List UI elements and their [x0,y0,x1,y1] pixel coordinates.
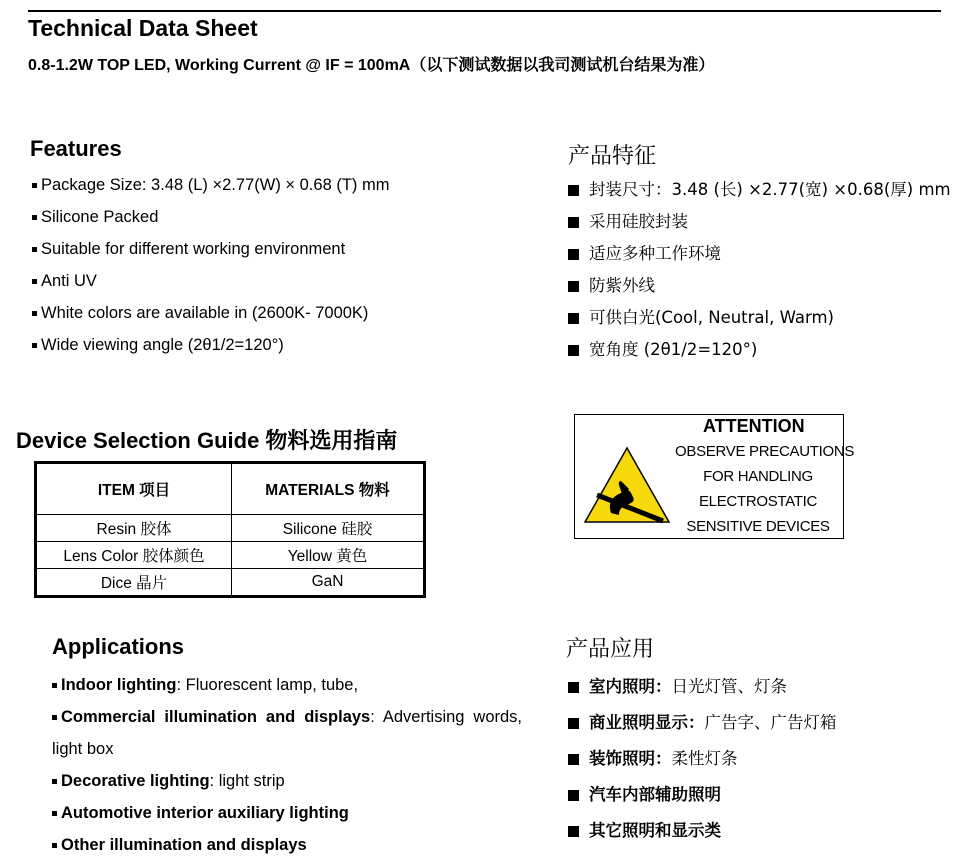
list-item: 可供白光(Cool, Neutral, Warm) [568,302,951,334]
doc-title: Technical Data Sheet [28,15,258,41]
attention-line: SENSITIVE DEVICES [686,518,830,535]
bullet-icon [568,217,579,228]
features-heading: Features [30,136,122,161]
bullet-icon [568,718,579,729]
selection-guide-heading: Device Selection Guide 物料选用指南 [16,428,398,453]
bullet-icon [52,779,57,784]
table-cell: Lens Color 胶体颜色 [36,542,232,569]
table-cell: GaN [232,569,425,597]
bullet-icon [568,185,579,196]
attention-title: ATTENTION [703,416,805,436]
bullet-icon [568,790,579,801]
list-item: Commercial illumination and displays: Advertising words, light box [52,708,523,758]
table-row [36,515,425,542]
list-item: 适应多种工作环境 [568,238,951,270]
list-item: 封装尺寸：3.48 (长) ×2.77(宽) ×0.68(厚) mm [568,174,951,206]
selection-guide-table [34,461,426,598]
list-item: Package Size: 3.48 (L) ×2.77(W) × 0.68 (T) mm [30,169,389,201]
applications-cn-heading: 产品应用 [566,637,655,662]
table-cell: Silicone 硅胶 [232,515,425,542]
list-item: Decorative lighting: light strip [52,765,522,797]
list-item: 商业照明显示：广告字、广告灯箱 [568,705,837,741]
bullet-icon [52,843,57,848]
bullet-icon [32,247,37,252]
attention-line: ELECTROSTATIC [698,493,818,510]
bullet-icon [568,313,579,324]
list-item: 装饰照明：柔性灯条 [568,741,837,777]
bullet-icon [52,811,57,816]
list-item: 其它照明和显示类 [568,813,837,849]
table-cell: Resin 胶体 [36,515,232,542]
bullet-icon [32,311,37,316]
bullet-icon [32,279,37,284]
bullet-icon [52,683,57,688]
attention-line: OBSERVE PRECAUTIONS [675,443,855,460]
table-header-row [36,463,425,515]
bullet-icon [52,715,57,720]
list-item: Indoor lighting: Fluorescent lamp, tube, [52,669,522,701]
bullet-icon [568,826,579,837]
list-item: 室内照明：日光灯管、灯条 [568,669,837,705]
bullet-icon [568,682,579,693]
column-header-item: ITEM 项目 [36,463,232,515]
list-item: Automotive interior auxiliary lighting [52,797,522,829]
list-item: White colors are available in (2600K- 7000K) [30,297,389,329]
features-cn-heading: 产品特征 [568,144,657,169]
list-item: Silicone Packed [30,201,389,233]
bullet-icon [568,249,579,260]
attention-box [574,414,855,539]
list-item: 宽角度 (2θ1/2=120°) [568,334,951,366]
list-item: Suitable for different working environment [30,233,389,265]
table-cell: Yellow 黄色 [232,542,425,569]
bullet-icon [32,215,37,220]
features-cn-list [568,174,951,366]
list-item: Anti UV [30,265,389,297]
bullet-icon [568,754,579,765]
list-item: 防紫外线 [568,270,951,302]
esd-warning-icon [583,445,671,525]
list-item: 采用硅胶封装 [568,206,951,238]
table-row [36,542,425,569]
applications-heading: Applications [52,634,185,659]
bullet-icon [32,343,37,348]
list-item: Wide viewing angle (2θ1/2=120°) [30,329,389,361]
doc-subtitle: 0.8-1.2W TOP LED, Working Current @ IF = 100mA（以下测试数据以我司测试机台结果为准） [28,57,715,74]
applications-list [52,669,522,861]
table-row [36,569,425,597]
bullet-icon [568,345,579,356]
list-item: Other illumination and displays [52,829,522,861]
list-item: 汽车内部辅助照明 [568,777,837,813]
bullet-icon [568,281,579,292]
bullet-icon [32,183,37,188]
column-header-materials: MATERIALS 物料 [232,463,425,515]
top-rule [28,10,941,12]
attention-line: FOR HANDLING [703,468,813,485]
features-list [30,169,389,361]
applications-cn-list [568,669,837,849]
table-cell: Dice 晶片 [36,569,232,597]
